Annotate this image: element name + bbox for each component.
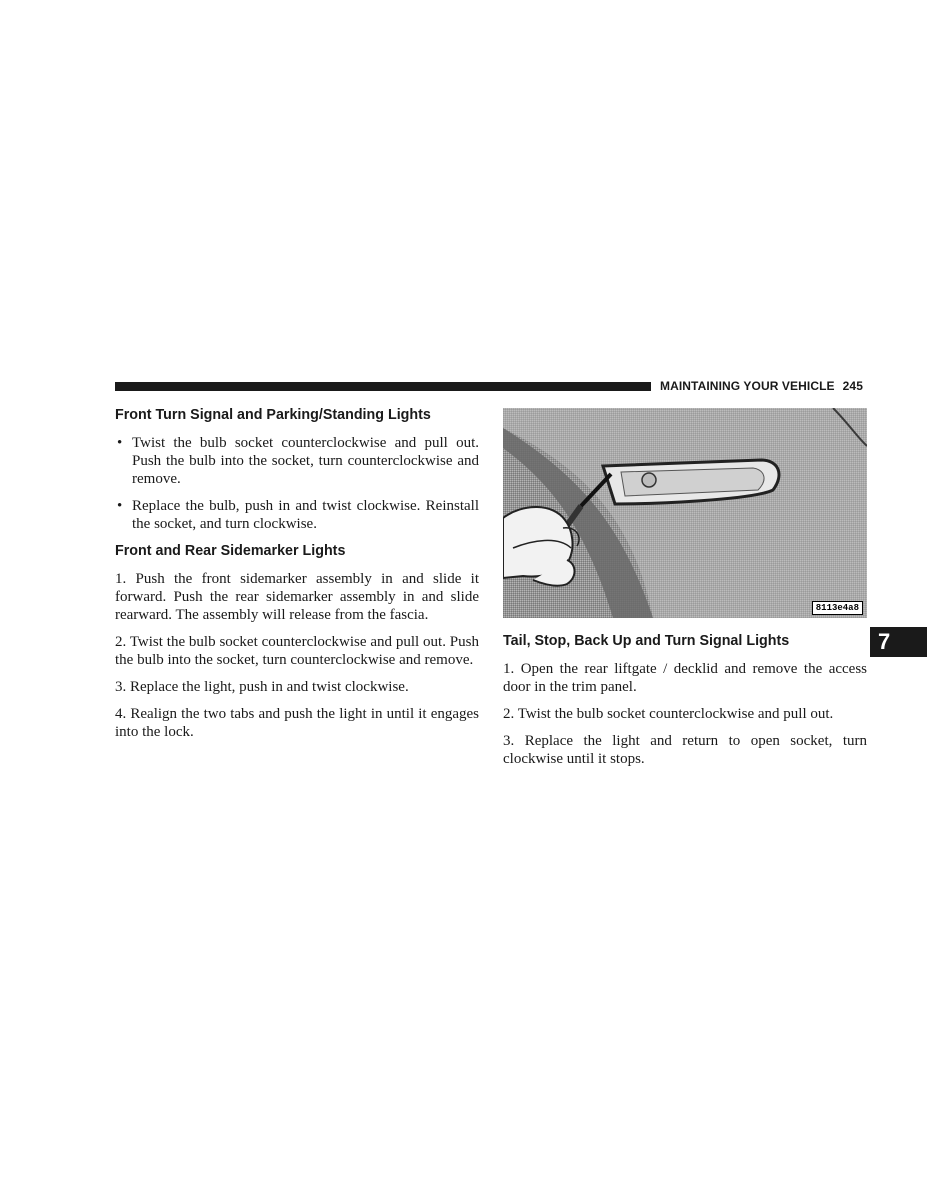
step-paragraph: 2. Twist the bulb socket counterclockwise and pull out. Push the bulb into the socket, turn counterclockwise and remove.: [115, 634, 479, 668]
left-column: [115, 406, 479, 750]
figure-code: 8113e4a8: [812, 601, 863, 615]
section-title: MAINTAINING YOUR VEHICLE: [660, 379, 835, 393]
step-paragraph: 1. Push the front sidemarker assembly in and slide it forward. Push the rear sidemarker assembly in and slide rearward. The assembly will release from the fascia.: [115, 571, 479, 623]
step-paragraph: 3. Replace the light and return to open socket, turn clockwise until it stops.: [503, 733, 867, 767]
list-item: • Twist the bulb socket counterclockwise and pull out. Push the bulb into the socket, turn counterclockwise and remove.: [117, 435, 479, 487]
step-paragraph: 1. Open the rear liftgate / decklid and remove the access door in the trim panel.: [503, 661, 867, 695]
header-rule: [115, 382, 651, 391]
list-item: • Replace the bulb, push in and twist clockwise. Reinstall the socket, and turn clockwise.: [117, 498, 479, 532]
running-header: [660, 379, 870, 393]
bullet-list-front-turn-signal: [115, 434, 479, 533]
step-paragraph: 3. Replace the light, push in and twist clockwise.: [115, 679, 409, 695]
heading-sidemarker-lights: Front and Rear Sidemarker Lights: [115, 543, 346, 559]
step-paragraph: 4. Realign the two tabs and push the light in until it engages into the lock.: [115, 706, 479, 740]
sidemarker-removal-illustration: [503, 408, 867, 618]
illustration-drawing: [503, 408, 867, 618]
chapter-tab: 7: [870, 627, 927, 657]
heading-front-turn-signal: Front Turn Signal and Parking/Standing Lights: [115, 407, 431, 423]
bullet-icon: •: [117, 498, 123, 514]
right-column: [503, 406, 867, 777]
bullet-icon: •: [117, 435, 123, 451]
page-number: 245: [842, 379, 863, 393]
heading-tail-stop-lights: Tail, Stop, Back Up and Turn Signal Lights: [503, 633, 790, 649]
step-paragraph: 2. Twist the bulb socket counterclockwise and pull out.: [503, 706, 834, 722]
